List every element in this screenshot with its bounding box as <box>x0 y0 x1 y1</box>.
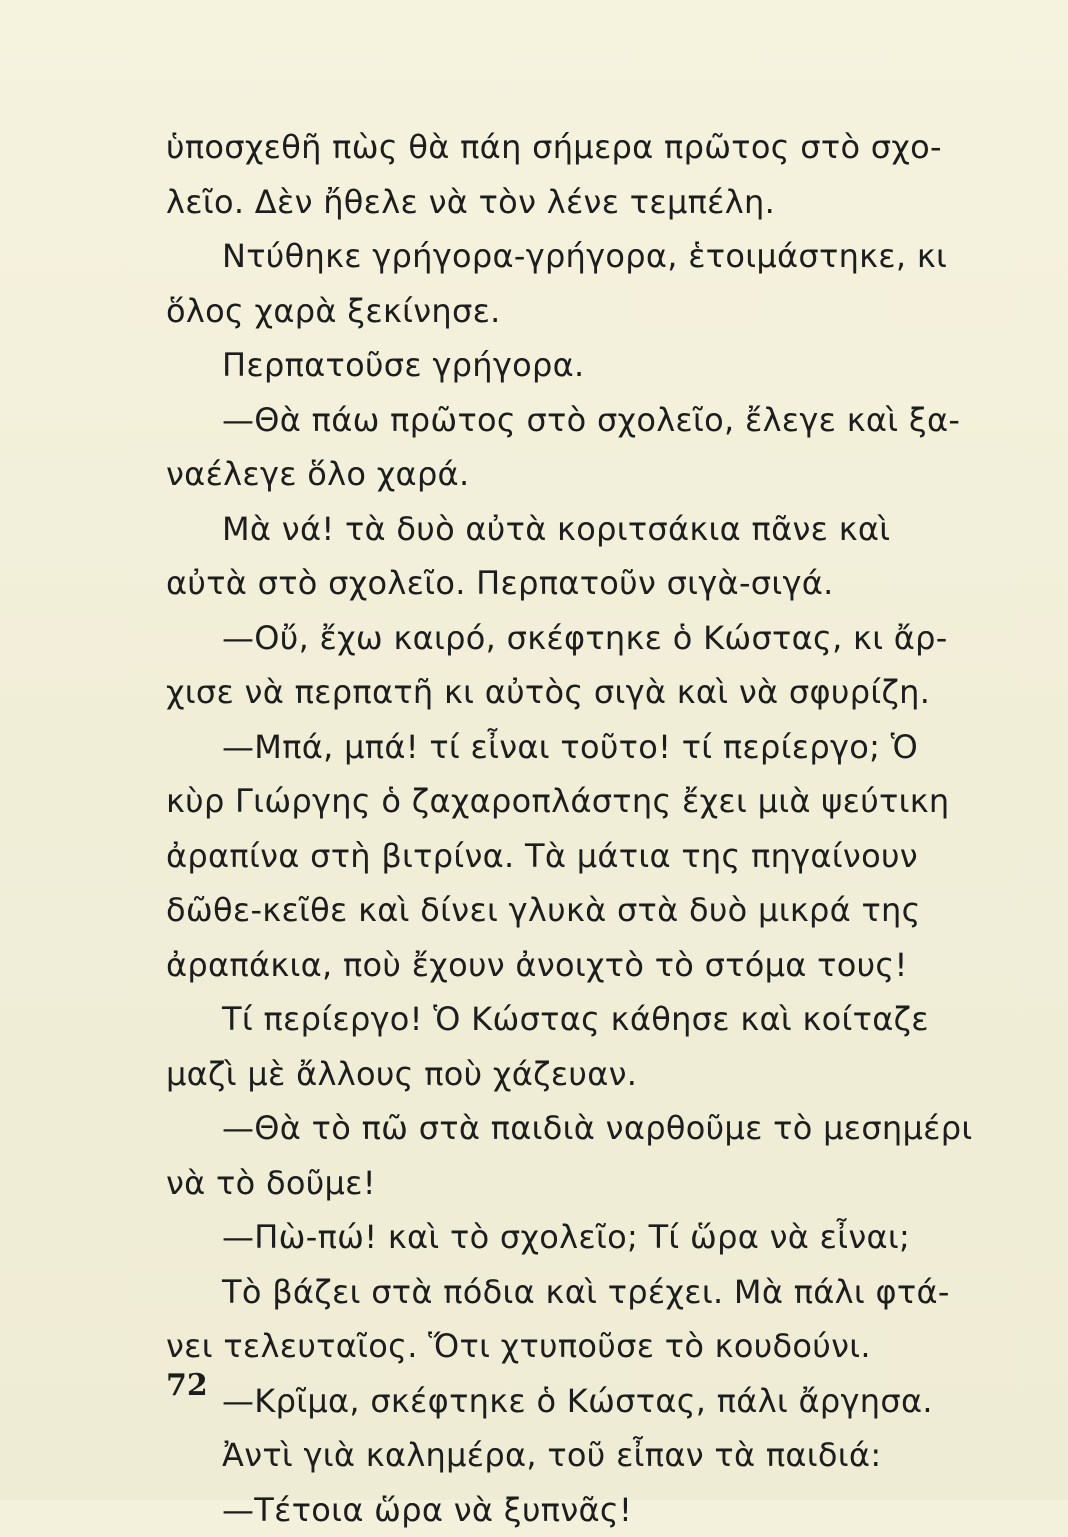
text-line: ὑποσχεθῆ πὼς θὰ πάη σήμερα πρῶτος στὸ σχο- <box>166 120 966 175</box>
text-line: —Τέτοια ὥρα νὰ ξυπνᾶς! <box>166 1483 966 1537</box>
text-line: μαζὶ μὲ ἄλλους ποὺ χάζευαν. <box>166 1047 966 1102</box>
text-line: ὅλος χαρὰ ξεκίνησε. <box>166 284 966 339</box>
text-line: —Οὔ, ἔχω καιρό, σκέφτηκε ὁ Κώστας, κι ἄρ- <box>166 611 966 666</box>
text-line: νει τελευταῖος. Ὅτι χτυποῦσε τὸ κουδούνι. <box>166 1319 966 1374</box>
text-line: νὰ τὸ δοῦμε! <box>166 1156 966 1211</box>
text-line: Μὰ νά! τὰ δυὸ αὐτὰ κοριτσάκια πᾶνε καὶ <box>166 502 966 557</box>
text-line: Περπατοῦσε γρήγορα. <box>166 338 966 393</box>
page-number: 72 <box>166 1368 208 1403</box>
text-line: ἀραπίνα στὴ βιτρίνα. Τὰ μάτια της πηγαίνουν <box>166 829 966 884</box>
text-line: Τί περίεργο! Ὁ Κώστας κάθησε καὶ κοίταζε <box>166 992 966 1047</box>
text-line: —Πὼ-πώ! καὶ τὸ σχολεῖο; Τί ὥρα νὰ εἶναι; <box>166 1210 966 1265</box>
text-line: κὺρ Γιώργης ὁ ζαχαροπλάστης ἔχει μιὰ ψεύτικη <box>166 774 966 829</box>
text-line: Ἀντὶ γιὰ καλημέρα, τοῦ εἶπαν τὰ παιδιά: <box>166 1428 966 1483</box>
text-line: —Κρῖμα, σκέφτηκε ὁ Κώστας, πάλι ἄργησα. <box>166 1374 966 1429</box>
text-line: Τὸ βάζει στὰ πόδια καὶ τρέχει. Μὰ πάλι φτά- <box>166 1265 966 1320</box>
text-line: ναέλεγε ὅλο χαρά. <box>166 447 966 502</box>
text-line: Ντύθηκε γρήγορα-γρήγορα, ἑτοιμάστηκε, κι <box>166 229 966 284</box>
text-line: λεῖο. Δὲν ἤθελε νὰ τὸν λένε τεμπέλη. <box>166 175 966 230</box>
page-text <box>166 120 966 1537</box>
text-line: ἀραπάκια, ποὺ ἔχουν ἀνοιχτὸ τὸ στόμα τους! <box>166 938 966 993</box>
text-line: χισε νὰ περπατῆ κι αὐτὸς σιγὰ καὶ νὰ σφυρίζη. <box>166 665 966 720</box>
text-line: —Μπά, μπά! τί εἶναι τοῦτο! τί περίεργο; Ὁ <box>166 720 966 775</box>
text-line: —Θὰ τὸ πῶ στὰ παιδιὰ ναρθοῦμε τὸ μεσημέρι <box>166 1101 966 1156</box>
text-line: —Θὰ πάω πρῶτος στὸ σχολεῖο, ἔλεγε καὶ ξα- <box>166 393 966 448</box>
text-line: αὐτὰ στὸ σχολεῖο. Περπατοῦν σιγὰ-σιγά. <box>166 556 966 611</box>
text-line: δῶθε-κεῖθε καὶ δίνει γλυκὰ στὰ δυὸ μικρά της <box>166 883 966 938</box>
